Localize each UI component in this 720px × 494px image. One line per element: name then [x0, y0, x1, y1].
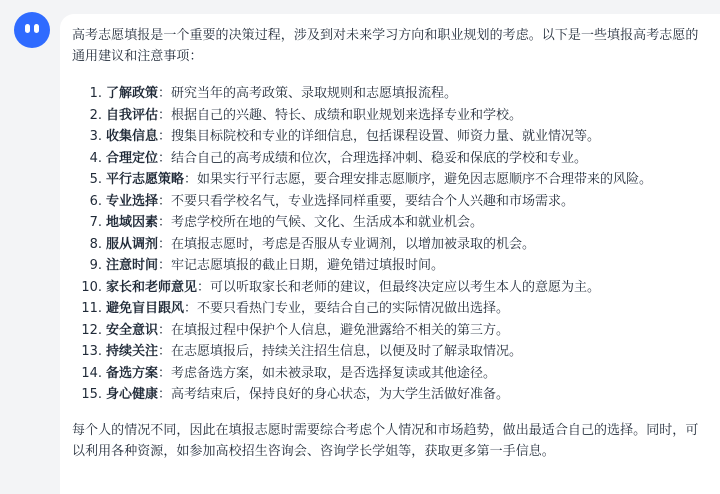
list-item-number: 10.	[81, 279, 102, 295]
list-item	[72, 212, 700, 234]
list-item	[72, 234, 700, 256]
list-item-text: ：不要只看学校名气，专业选择同样重要，要结合个人兴趣和市场需求。	[158, 193, 575, 209]
list-item	[72, 105, 700, 127]
list-item	[72, 298, 700, 320]
list-item-text: ：研究当年的高考政策、录取规则和志愿填报流程。	[158, 86, 458, 101]
list-item-text: ：搜集目标院校和专业的详细信息，包括课程设置、师资力量、就业情况等。	[158, 129, 601, 144]
list-item	[72, 83, 700, 105]
list-item-text: ：在填报志愿时，考虑是否服从专业调剂，以增加被录取的机会。	[158, 236, 536, 252]
list-item	[72, 191, 700, 213]
list-item-term: 合理定位	[106, 150, 159, 166]
list-item-term: 平行志愿策略	[106, 172, 185, 187]
avatar-right-eye	[34, 24, 39, 33]
list-item-text: ：牢记志愿填报的截止日期，避免错过填报时间。	[158, 258, 445, 273]
list-item-number: 9.	[89, 258, 102, 273]
list-item-number: 3.	[89, 129, 102, 144]
list-item-term: 安全意识	[106, 322, 159, 338]
list-item-number: 7.	[89, 215, 102, 230]
list-item-number: 2.	[89, 107, 102, 123]
list-item-term: 持续关注	[106, 344, 159, 359]
list-item-number: 8.	[89, 236, 102, 252]
list-item-term: 专业选择	[106, 193, 159, 209]
list-item	[72, 277, 700, 299]
list-item-term: 服从调剂	[106, 236, 159, 252]
list-item-text: ：不要只看热门专业，要结合自己的实际情况做出选择。	[184, 301, 510, 316]
message-outro: 每个人的情况不同，因此在填报志愿时需要综合考虑个人情况和市场趋势，做出最适合自己的选择。同时，可以利用各种资源，如参加高校招生咨询会、咨询学长学姐等，获取更多第一手信息。	[72, 422, 699, 459]
list-item	[72, 169, 700, 191]
list-item-term: 身心健康	[106, 387, 159, 402]
list-item-text: ：根据自己的兴趣、特长、成绩和职业规划来选择专业和学校。	[158, 107, 523, 123]
list-item-number: 4.	[89, 150, 102, 166]
list-item-term: 家长和老师意见	[106, 279, 198, 295]
message-intro: 高考志愿填报是一个重要的决策过程，涉及到对未来学习方向和职业规划的考虑。以下是一些填报高考志愿的通用建议和注意事项：	[72, 28, 699, 64]
list-item	[72, 363, 700, 385]
list-item-number: 12.	[81, 322, 102, 338]
list-item-number: 15.	[81, 387, 102, 402]
list-item	[72, 148, 700, 170]
list-item-text: ：考虑备选方案，如未被录取，是否选择复读或其他途径。	[158, 365, 497, 381]
list-item-term: 了解政策	[106, 86, 159, 101]
list-item-text: ：高考结束后，保持良好的身心状态，为大学生活做好准备。	[158, 387, 510, 402]
list-item-number: 14.	[81, 365, 102, 381]
list-item-number: 5.	[89, 172, 102, 187]
list-item	[72, 320, 700, 342]
list-item-term: 备选方案	[106, 365, 159, 381]
list-item-number: 13.	[81, 344, 102, 359]
list-item-number: 6.	[89, 193, 102, 209]
list-item	[72, 384, 700, 406]
list-item-text: ：在志愿填报后，持续关注招生信息，以便及时了解录取情况。	[158, 344, 523, 359]
list-item-text: ：如果实行平行志愿，要合理安排志愿顺序，避免因志愿顺序不合理带来的风险。	[184, 172, 653, 187]
list-item-number: 1.	[89, 86, 102, 101]
list-item-text: ：在填报过程中保护个人信息，避免泄露给不相关的第三方。	[158, 322, 510, 338]
list-item-term: 地域因素	[106, 215, 159, 230]
list-item-text: ：可以听取家长和老师的建议，但最终决定应以考生本人的意愿为主。	[197, 279, 601, 295]
list-item	[72, 341, 700, 363]
list-item-number: 11.	[81, 301, 102, 316]
assistant-message-bubble	[60, 14, 720, 494]
list-item-term: 避免盲目跟风	[106, 301, 185, 316]
list-item-term: 注意时间	[106, 258, 159, 273]
list-item	[72, 255, 700, 277]
list-item-term: 自我评估	[106, 107, 159, 123]
list-item	[72, 126, 700, 148]
tips-list	[72, 83, 700, 406]
list-item-text: ：结合自己的高考成绩和位次，合理选择冲刺、稳妥和保底的学校和专业。	[158, 150, 588, 166]
avatar-left-eye	[25, 24, 30, 33]
list-item-text: ：考虑学校所在地的气候、文化、生活成本和就业机会。	[158, 215, 484, 230]
assistant-avatar	[14, 12, 50, 48]
list-item-term: 收集信息	[106, 129, 159, 144]
